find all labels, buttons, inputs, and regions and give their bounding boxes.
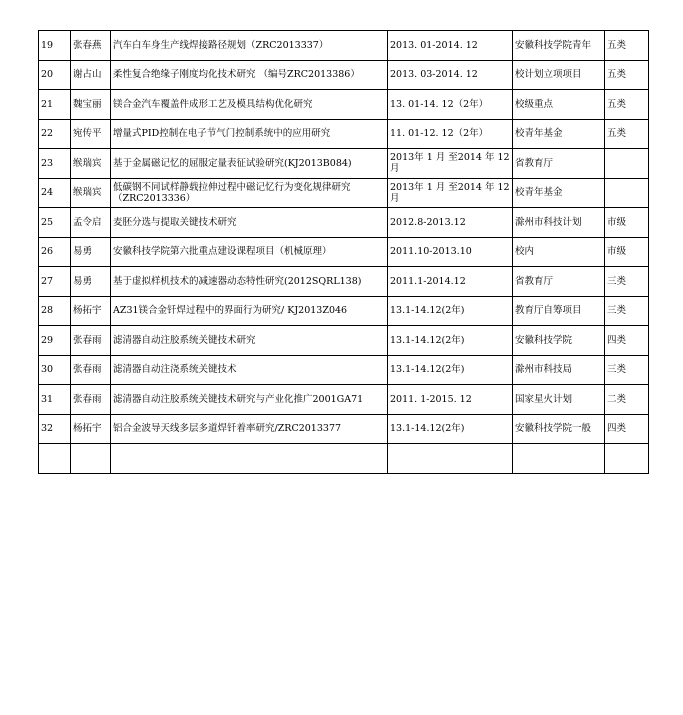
row-number-cell: 20 bbox=[39, 60, 71, 90]
project-title-cell: 镁合金汽车覆盖件成形工艺及模具结构优化研究 bbox=[111, 90, 388, 120]
leader-cell: 谢占山 bbox=[71, 60, 111, 90]
funding-source-cell: 校计划立项项目 bbox=[513, 60, 605, 90]
row-number-cell: 25 bbox=[39, 208, 71, 238]
row-number-cell: 19 bbox=[39, 31, 71, 61]
project-title-cell: 增量式PID控制在电子节气门控制系统中的应用研究 bbox=[111, 119, 388, 149]
table-row bbox=[39, 444, 649, 474]
period-cell: 13. 01-14. 12（2年） bbox=[388, 90, 513, 120]
row-number-cell: 28 bbox=[39, 296, 71, 326]
funding-source-cell: 国家星火计划 bbox=[513, 385, 605, 415]
table-row bbox=[39, 385, 649, 415]
grade-cell: 三类 bbox=[605, 355, 649, 385]
leader-cell: 孟令启 bbox=[71, 208, 111, 238]
leader-cell: 张春燕 bbox=[71, 31, 111, 61]
table-row bbox=[39, 90, 649, 120]
table-row bbox=[39, 178, 649, 208]
period-cell: 2013. 01-2014. 12 bbox=[388, 31, 513, 61]
project-title-cell: 基于虚拟样机技术的减速器动态特性研究(2012SQRL138) bbox=[111, 267, 388, 297]
period-cell: 2011.10-2013.10 bbox=[388, 237, 513, 267]
period-cell: 13.1-14.12(2年) bbox=[388, 326, 513, 356]
project-title-cell: 滤清器自动注浇系统关键技术 bbox=[111, 355, 388, 385]
row-number-cell: 26 bbox=[39, 237, 71, 267]
leader-cell: 张春雨 bbox=[71, 355, 111, 385]
project-title-cell: 滤清器自动注胶系统关键技术研究与产业化推广2001GA71 bbox=[111, 385, 388, 415]
grade-cell: 五类 bbox=[605, 119, 649, 149]
project-title-cell: 基于金属磁记忆的屈服定量表征试验研究(KJ2013B084) bbox=[111, 149, 388, 179]
grade-cell bbox=[605, 444, 649, 474]
funding-source-cell: 省教育厅 bbox=[513, 267, 605, 297]
project-title-cell: AZ31镁合金钎焊过程中的界面行为研究/ KJ2013Z046 bbox=[111, 296, 388, 326]
project-title-cell: 柔性复合绝缘子刚度均化技术研究 （编号ZRC2013386） bbox=[111, 60, 388, 90]
funding-source-cell: 校级重点 bbox=[513, 90, 605, 120]
period-cell bbox=[388, 444, 513, 474]
grade-cell: 五类 bbox=[605, 31, 649, 61]
table-row bbox=[39, 208, 649, 238]
row-number-cell bbox=[39, 444, 71, 474]
grade-cell: 三类 bbox=[605, 267, 649, 297]
grade-cell bbox=[605, 178, 649, 208]
table-row bbox=[39, 326, 649, 356]
funding-source-cell: 校内 bbox=[513, 237, 605, 267]
grade-cell: 四类 bbox=[605, 414, 649, 444]
period-cell: 13.1-14.12(2年) bbox=[388, 414, 513, 444]
row-number-cell: 23 bbox=[39, 149, 71, 179]
row-number-cell: 30 bbox=[39, 355, 71, 385]
row-number-cell: 22 bbox=[39, 119, 71, 149]
row-number-cell: 31 bbox=[39, 385, 71, 415]
funding-source-cell: 滁州市科技计划 bbox=[513, 208, 605, 238]
project-title-cell: 滤清器自动注胶系统关键技术研究 bbox=[111, 326, 388, 356]
row-number-cell: 24 bbox=[39, 178, 71, 208]
leader-cell: 宛传平 bbox=[71, 119, 111, 149]
period-cell: 13.1-14.12(2年) bbox=[388, 355, 513, 385]
funding-source-cell bbox=[513, 444, 605, 474]
funding-source-cell: 滁州市科技局 bbox=[513, 355, 605, 385]
funding-source-cell: 省教育厅 bbox=[513, 149, 605, 179]
row-number-cell: 21 bbox=[39, 90, 71, 120]
period-cell: 2011. 1-2015. 12 bbox=[388, 385, 513, 415]
grade-cell: 二类 bbox=[605, 385, 649, 415]
period-cell: 2013年 1 月 至2014 年 12 月 bbox=[388, 149, 513, 179]
leader-cell: 张春雨 bbox=[71, 326, 111, 356]
project-title-cell: 麦胚分选与提取关键技术研究 bbox=[111, 208, 388, 238]
table-row bbox=[39, 414, 649, 444]
grade-cell bbox=[605, 149, 649, 179]
leader-cell: 缑瑞宾 bbox=[71, 149, 111, 179]
period-cell: 2011.1-2014.12 bbox=[388, 267, 513, 297]
grade-cell: 四类 bbox=[605, 326, 649, 356]
funding-source-cell: 安徽科技学院一般 bbox=[513, 414, 605, 444]
leader-cell: 易勇 bbox=[71, 237, 111, 267]
leader-cell: 张春雨 bbox=[71, 385, 111, 415]
grade-cell: 三类 bbox=[605, 296, 649, 326]
table-body bbox=[39, 31, 649, 474]
project-title-cell: 铝合金波导天线多层多道焊钎着率研究/ZRC2013377 bbox=[111, 414, 388, 444]
table-row bbox=[39, 149, 649, 179]
period-cell: 2013. 03-2014. 12 bbox=[388, 60, 513, 90]
funding-source-cell: 教育厅自筹项目 bbox=[513, 296, 605, 326]
grade-cell: 五类 bbox=[605, 90, 649, 120]
project-title-cell bbox=[111, 444, 388, 474]
funding-source-cell: 安徽科技学院青年 bbox=[513, 31, 605, 61]
leader-cell bbox=[71, 444, 111, 474]
period-cell: 13.1-14.12(2年) bbox=[388, 296, 513, 326]
table-row bbox=[39, 355, 649, 385]
period-cell: 2013年 1 月 至2014 年 12 月 bbox=[388, 178, 513, 208]
leader-cell: 缑瑞宾 bbox=[71, 178, 111, 208]
leader-cell: 易勇 bbox=[71, 267, 111, 297]
leader-cell: 杨拓宇 bbox=[71, 296, 111, 326]
row-number-cell: 32 bbox=[39, 414, 71, 444]
project-title-cell: 低碳钢不同试样静载拉伸过程中磁记忆行为变化规律研究（ZRC2013336） bbox=[111, 178, 388, 208]
project-title-cell: 汽车白车身生产线焊接路径规划（ZRC2013337） bbox=[111, 31, 388, 61]
table-row bbox=[39, 267, 649, 297]
table-row bbox=[39, 296, 649, 326]
grade-cell: 市级 bbox=[605, 208, 649, 238]
grade-cell: 五类 bbox=[605, 60, 649, 90]
period-cell: 11. 01-12. 12（2年） bbox=[388, 119, 513, 149]
leader-cell: 魏宝丽 bbox=[71, 90, 111, 120]
period-cell: 2012.8-2013.12 bbox=[388, 208, 513, 238]
table-row bbox=[39, 31, 649, 61]
project-table bbox=[38, 30, 649, 474]
table-row bbox=[39, 60, 649, 90]
grade-cell: 市级 bbox=[605, 237, 649, 267]
leader-cell: 杨拓宇 bbox=[71, 414, 111, 444]
project-title-cell: 安徽科技学院第六批重点建设课程项目（机械原理） bbox=[111, 237, 388, 267]
table-row bbox=[39, 237, 649, 267]
funding-source-cell: 校青年基金 bbox=[513, 119, 605, 149]
row-number-cell: 27 bbox=[39, 267, 71, 297]
table-row bbox=[39, 119, 649, 149]
row-number-cell: 29 bbox=[39, 326, 71, 356]
funding-source-cell: 校青年基金 bbox=[513, 178, 605, 208]
funding-source-cell: 安徽科技学院 bbox=[513, 326, 605, 356]
